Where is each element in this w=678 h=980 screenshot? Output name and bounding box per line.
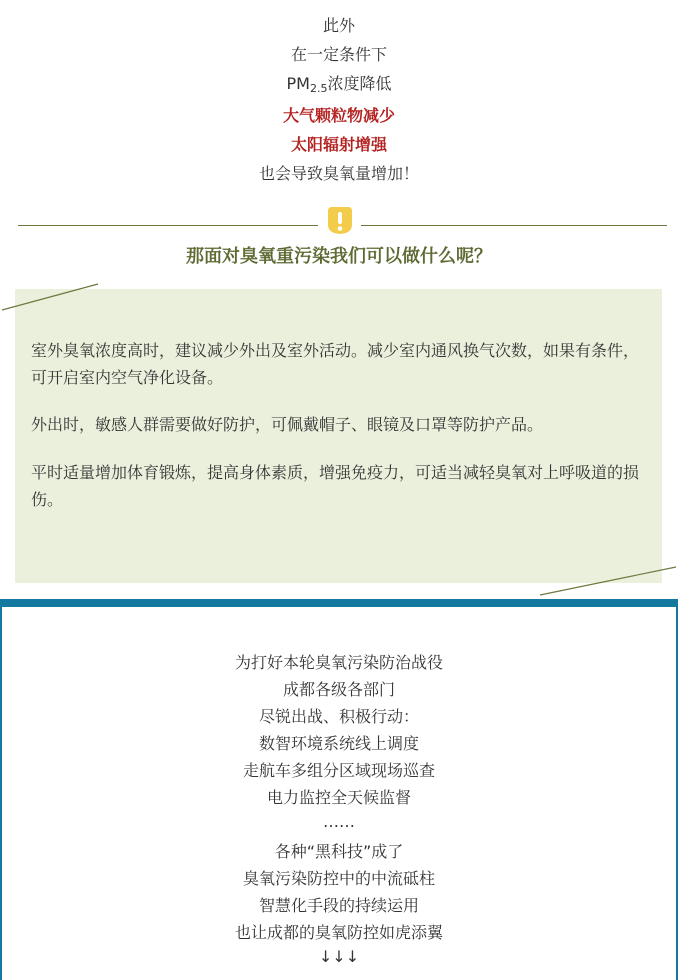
pm-prefix: PM (286, 74, 310, 93)
bottom-line-ellipsis: …… (323, 812, 355, 831)
decorative-slash-bottom-right (538, 565, 678, 597)
bottom-line: 尽锐出战、积极行动： (258, 707, 419, 726)
divider-right (361, 225, 667, 226)
intro-last-line: 也会导致臭氧量增加！ (258, 164, 419, 183)
bottom-line: 臭氧污染防控中的中流砥柱 (242, 869, 435, 888)
bottom-line: 走航车多组分区域现场巡查 (242, 761, 435, 780)
bottom-line: 成都各级各部门 (282, 680, 395, 699)
bottom-line: 也让成都的臭氧防控如虎添翼 (234, 923, 443, 942)
bottom-line: 为打好本轮臭氧污染防治战役 (234, 653, 443, 672)
tip-2: 外出时，敏感人群需要做好防护，可佩戴帽子、眼镜及口罩等防护产品。 (31, 415, 544, 434)
bottom-section (0, 599, 678, 980)
bottom-line: 数智环境系统线上调度 (258, 734, 419, 753)
bottom-line: 电力监控全天候监督 (266, 788, 411, 807)
section-question: 那面对臭氧重污染我们可以做什么呢？ (186, 246, 492, 267)
red-line-1: 大气颗粒物减少 (282, 106, 395, 125)
pm-suffix: 浓度降低 (327, 74, 392, 93)
intro-line-2: 在一定条件下 (290, 45, 387, 64)
bottom-line: 各种“黑科技”成了 (274, 842, 404, 861)
decorative-slash-top-left (0, 282, 100, 312)
bottom-line: 智慧化手段的持续运用 (258, 896, 419, 915)
red-line-2: 太阳辐射增强 (290, 135, 387, 154)
tip-3: 平时适量增加体育锻炼，提高身体素质，增强免疫力，可适当减轻臭氧对上呼吸道的损伤。 (31, 463, 640, 509)
pm-subscript: 2.5 (309, 82, 328, 95)
tips-box (15, 289, 662, 583)
intro-line-1: 此外 (322, 16, 355, 35)
intro-line-pm (0, 71, 678, 95)
divider-left (18, 225, 318, 226)
exclamation-icon (326, 205, 354, 235)
down-arrows-icon: ↓↓↓ (318, 947, 360, 966)
tip-1: 室外臭氧浓度高时，建议减少外出及室外活动。减少室内通风换气次数，如果有条件，可开启室内空气净化设备。 (31, 341, 640, 387)
